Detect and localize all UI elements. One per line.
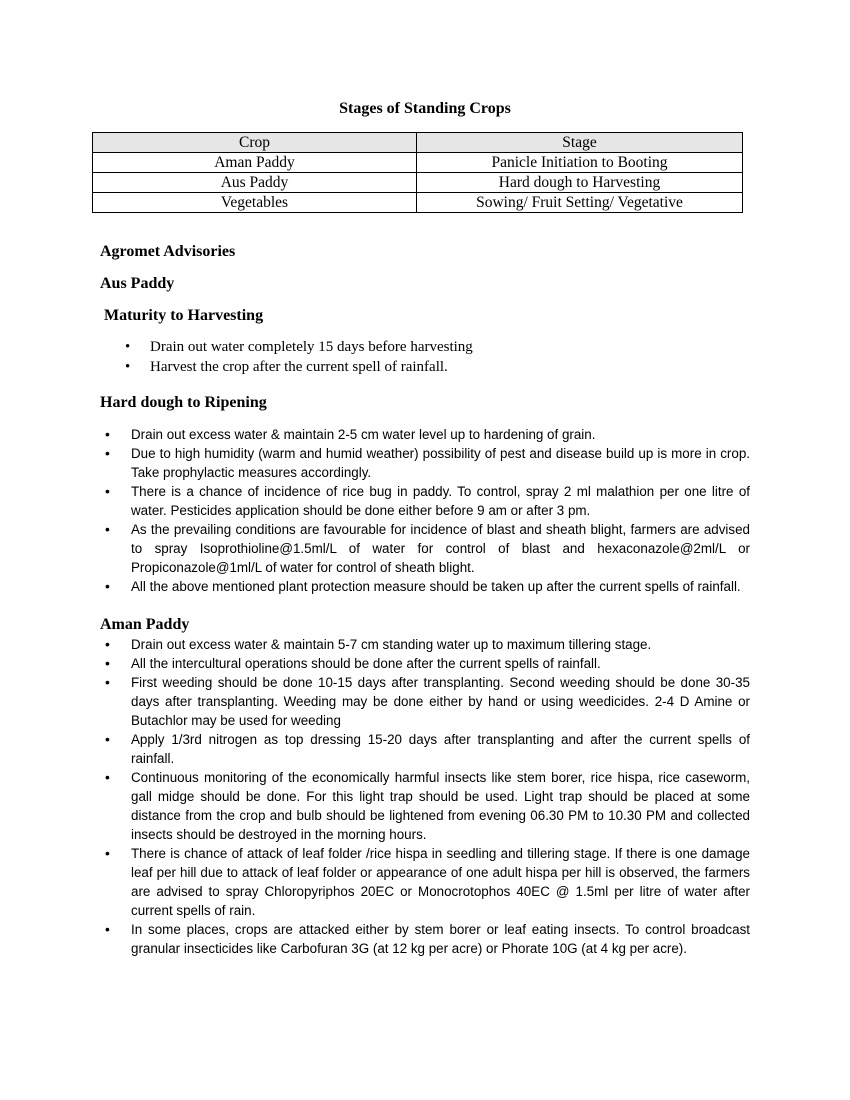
cell-stage: Panicle Initiation to Booting bbox=[417, 153, 743, 173]
list-item: • As the prevailing conditions are favourable for incidence of blast and sheath blight, farmers are advised to spray Isoprothioline@1.5ml/L of water for control of blast and hexaconazole@2ml/L or Propiconazole@1ml/L of water for control of sheath blight. bbox=[100, 520, 750, 577]
maturity-list bbox=[100, 338, 473, 377]
heading-maturity-to-harvesting: Maturity to Harvesting bbox=[104, 307, 264, 324]
list-item: • In some places, crops are attacked either by stem borer or leaf eating insects. To control broadcast granular insecticides like Carbofuran 3G (at 12 kg per acre) or Phorate 10G (at 4 kg per acre). bbox=[100, 920, 750, 958]
column-header-stage: Stage bbox=[417, 133, 743, 153]
heading-aman-paddy: Aman Paddy bbox=[100, 616, 190, 633]
list-item: • Apply 1/3rd nitrogen as top dressing 15-20 days after transplanting and after the current spells of rainfall. bbox=[100, 730, 750, 768]
list-item: • Continuous monitoring of the economically harmful insects like stem borer, rice hispa, rice caseworm, gall midge should be done. For this light trap should be used. Light trap should be placed at some distance from the crop and bulb should be lightened from evening 06.30 PM to 10.30 PM and collected insects should be destroyed in the morning hours. bbox=[100, 768, 750, 844]
list-item: • First weeding should be done 10-15 days after transplanting. Second weeding should be done 30-35 days after transplanting. Weeding may be done either by hand or using weedicides. 2-4 D Amine or Butachlor may be used for weeding bbox=[100, 673, 750, 730]
list-item: • Drain out excess water & maintain 2-5 cm water level up to hardening of grain. bbox=[100, 425, 750, 444]
table-row bbox=[93, 153, 743, 173]
heading-agromet-advisories: Agromet Advisories bbox=[100, 243, 236, 260]
crop-stage-table bbox=[92, 132, 743, 213]
column-header-crop: Crop bbox=[93, 133, 417, 153]
list-item: • Drain out excess water & maintain 5-7 cm standing water up to maximum tillering stage. bbox=[100, 635, 750, 654]
heading-hard-dough-to-ripening: Hard dough to Ripening bbox=[100, 394, 267, 411]
list-item: • Harvest the crop after the current spell of rainfall. bbox=[100, 358, 473, 378]
table-header-row bbox=[93, 133, 743, 153]
cell-crop: Aman Paddy bbox=[93, 153, 417, 173]
list-item: • Due to high humidity (warm and humid weather) possibility of pest and disease build up is more in crop. Take prophylactic measures accordingly. bbox=[100, 444, 750, 482]
hard-dough-list bbox=[100, 425, 750, 596]
list-item: • All the above mentioned plant protection measure should be taken up after the current spells of rainfall. bbox=[100, 577, 750, 596]
cell-crop: Aus Paddy bbox=[93, 173, 417, 193]
list-item: • All the intercultural operations should be done after the current spells of rainfall. bbox=[100, 654, 750, 673]
table-row bbox=[93, 193, 743, 213]
list-item: • Drain out water completely 15 days before harvesting bbox=[100, 338, 473, 358]
list-item: • There is a chance of incidence of rice bug in paddy. To control, spray 2 ml malathion per one litre of water. Pesticides application should be done either before 9 am or after 3 pm. bbox=[100, 482, 750, 520]
cell-stage: Hard dough to Harvesting bbox=[417, 173, 743, 193]
page-title: Stages of Standing Crops bbox=[339, 100, 511, 117]
heading-aus-paddy: Aus Paddy bbox=[100, 275, 175, 292]
list-item: • There is chance of attack of leaf folder /rice hispa in seedling and tillering stage. If there is one damage leaf per hill due to attack of leaf folder or appearance of one adult hispa per hill is observed, the farmers are advised to spray Chloropyriphos 20EC or Monocrotophos 40EC @ 1.5ml per litre of water after current spells of rain. bbox=[100, 844, 750, 920]
cell-stage: Sowing/ Fruit Setting/ Vegetative bbox=[417, 193, 743, 213]
aman-paddy-list bbox=[100, 635, 750, 958]
table-row bbox=[93, 173, 743, 193]
cell-crop: Vegetables bbox=[93, 193, 417, 213]
